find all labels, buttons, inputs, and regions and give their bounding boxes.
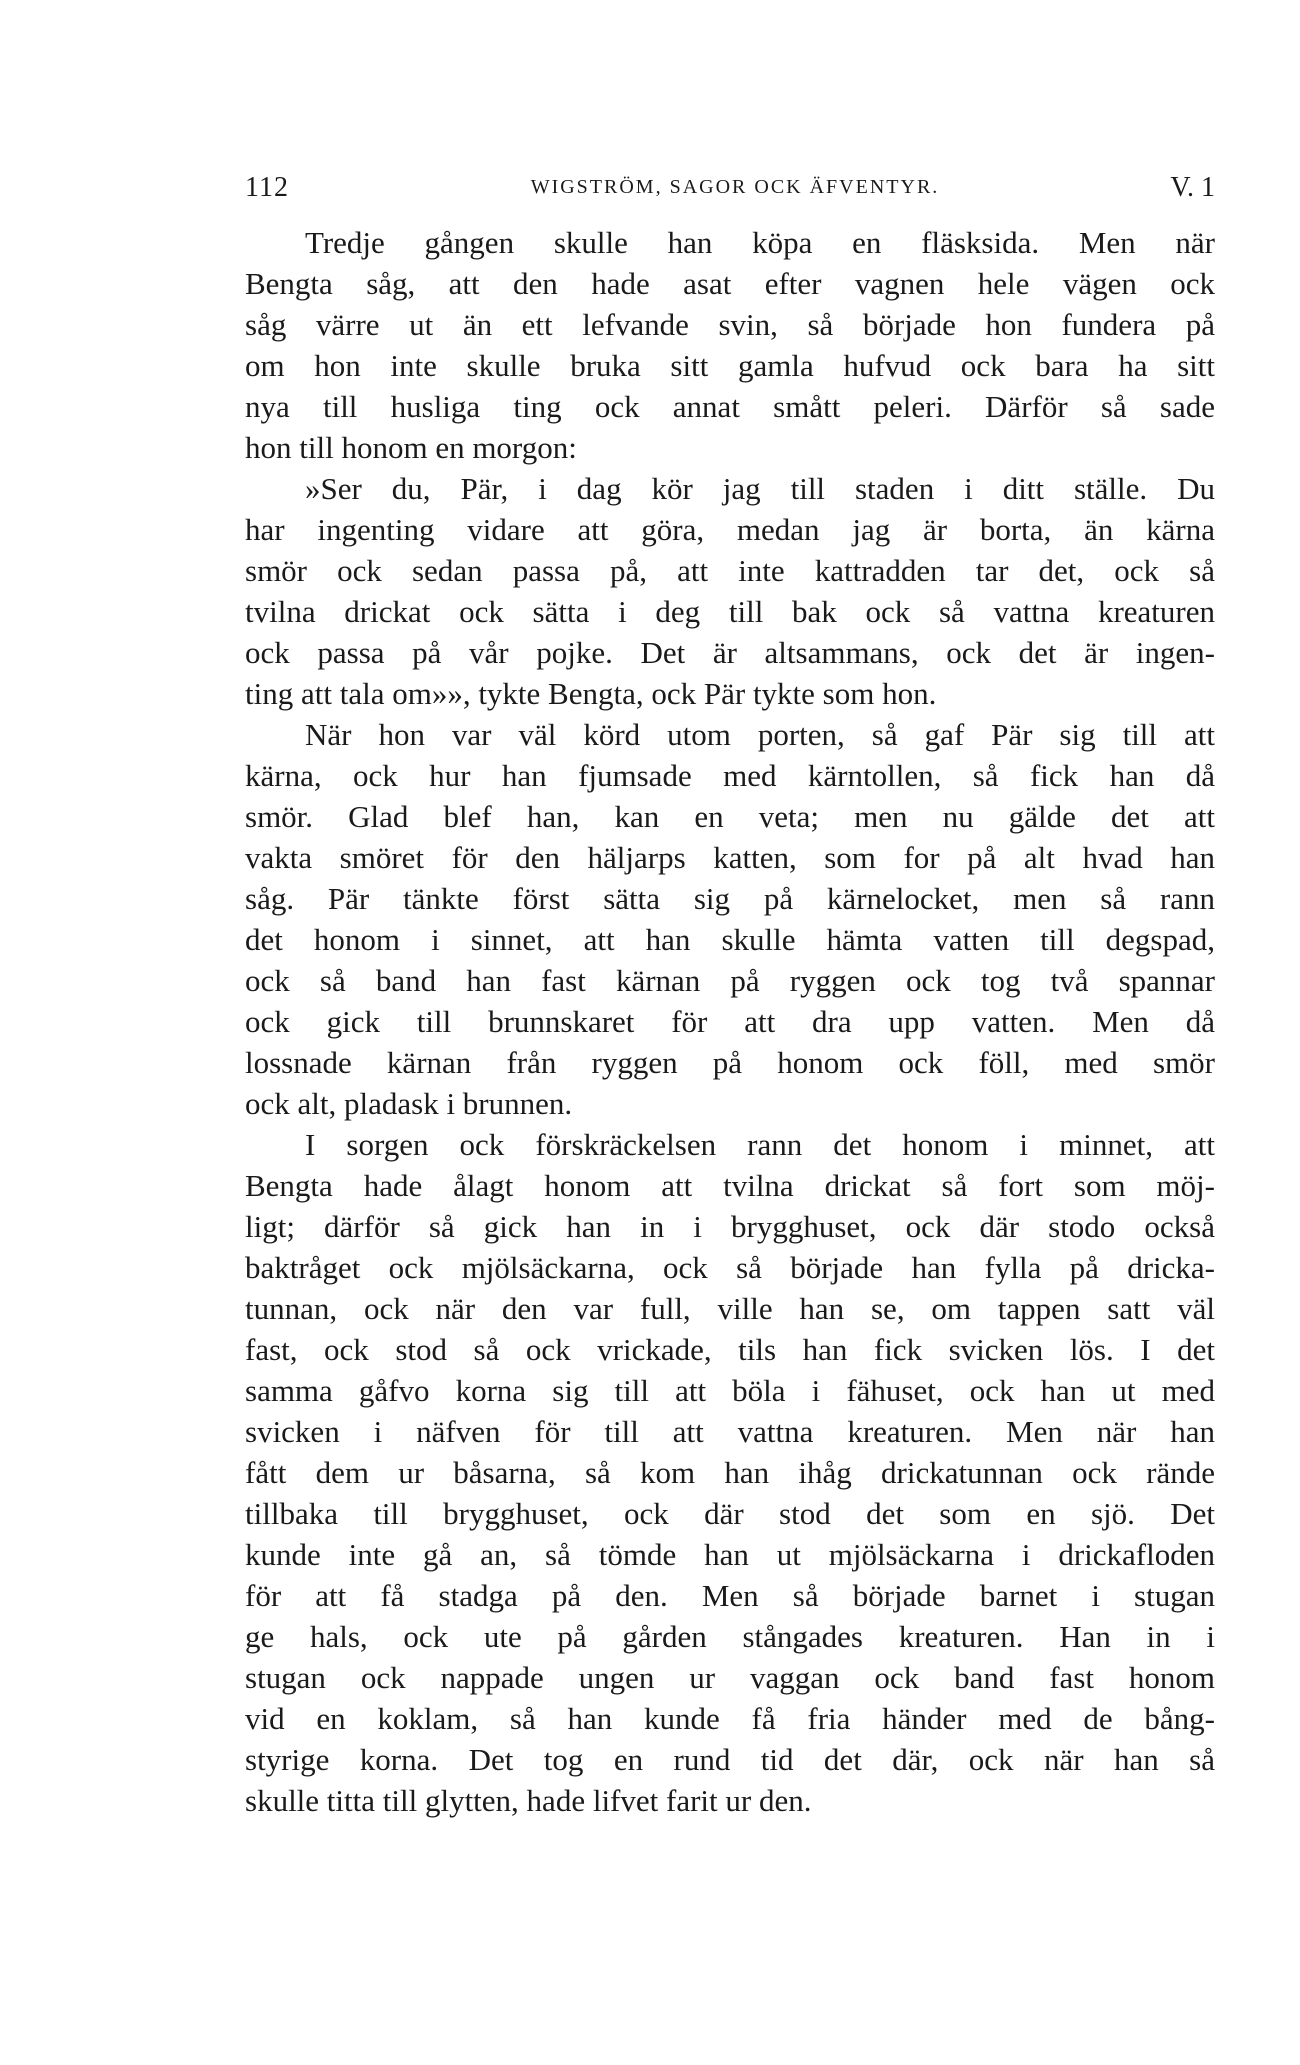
text-line: ock gick till brunnskaret för att dra upp vatten. Men då [245,1004,1215,1039]
text-line: I sorgen ock förskräckelsen rann det honom i minnet, att [305,1127,1215,1162]
body-text [245,222,1215,1821]
text-line: Bengta hade ålagt honom att tvilna drickat så fort som möj- [245,1168,1215,1203]
text-line: vakta smöret för den häljarps katten, som for på alt hvad han [245,840,1215,875]
text-line: såg. Pär tänkte först sätta sig på kärnelocket, men så rann [245,881,1215,916]
text-line: svicken i näfven för till att vattna kreaturen. Men när han [245,1414,1215,1449]
text-line: När hon var väl körd utom porten, så gaf Pär sig till att [305,717,1215,752]
text-line: »Ser du, Pär, i dag kör jag till staden i ditt ställe. Du [305,471,1215,506]
text-line: tillbaka till brygghuset, ock där stod det som en sjö. Det [245,1496,1215,1531]
text-line: kunde inte gå an, så tömde han ut mjölsäckarna i drickafloden [245,1537,1215,1572]
text-line: har ingenting vidare att göra, medan jag är borta, än kärna [245,512,1215,547]
running-title: WIGSTRÖM, SAGOR OCK ÄFVENTYR. [530,176,940,198]
text-line: baktråget ock mjölsäckarna, ock så började han fylla på dricka- [245,1250,1215,1285]
text-line: ock så band han fast kärnan på ryggen ock tog två spannar [245,963,1215,998]
text-line: fast, ock stod så ock vrickade, tils han fick svicken lös. I det [245,1332,1215,1367]
text-line: det honom i sinnet, att han skulle hämta vatten till degspad, [245,922,1215,957]
text-line: hon till honom en morgon: [245,430,577,465]
text-line: ting att tala om»», tykte Bengta, ock Pär tykte som hon. [245,676,937,711]
text-line: om hon inte skulle bruka sitt gamla hufvud ock bara ha sitt [245,348,1215,383]
text-line: skulle titta till glytten, hade lifvet farit ur den. [245,1783,812,1818]
text-line: ock alt, pladask i brunnen. [245,1086,573,1121]
text-line: lossnade kärnan från ryggen på honom ock föll, med smör [245,1045,1215,1080]
text-line: kärna, ock hur han fjumsade med kärntollen, så fick han då [245,758,1215,793]
text-line: samma gåfvo korna sig till att böla i fähuset, ock han ut med [245,1373,1215,1408]
text-line: tvilna drickat ock sätta i deg till bak ock så vattna kreaturen [245,594,1215,629]
text-line: tunnan, ock när den var full, ville han se, om tappen satt väl [245,1291,1215,1326]
page-number: 112 [245,172,289,203]
text-line: Bengta såg, att den hade asat efter vagnen hele vägen ock [245,266,1215,301]
text-line: nya till husliga ting ock annat smått peleri. Därför så sade [245,389,1215,424]
text-line: ge hals, ock ute på gården stångades kreaturen. Han in i [245,1619,1215,1654]
text-line: ligt; därför så gick han in i brygghuset, ock där stodo också [245,1209,1215,1244]
text-line: för att få stadga på den. Men så började barnet i stugan [245,1578,1215,1613]
text-line: såg värre ut än ett lefvande svin, så började hon fundera på [245,307,1215,342]
text-line: fått dem ur båsarna, så kom han ihåg drickatunnan ock rände [245,1455,1215,1490]
text-line: smör. Glad blef han, kan en veta; men nu gälde det att [245,799,1215,834]
text-line: ock passa på vår pojke. Det är altsammans, ock det är ingen- [245,635,1215,670]
text-line: styrige korna. Det tog en rund tid det där, ock när han så [245,1742,1215,1777]
text-line: smör ock sedan passa på, att inte kattradden tar det, ock så [245,553,1215,588]
text-line: Tredje gången skulle han köpa en fläsksida. Men när [305,225,1215,260]
text-line: vid en koklam, så han kunde få fria händer med de bång- [245,1701,1215,1736]
text-line: stugan ock nappade ungen ur vaggan ock band fast honom [245,1660,1215,1695]
signature-mark: V. 1 [1170,172,1215,203]
page-header [245,172,1215,212]
